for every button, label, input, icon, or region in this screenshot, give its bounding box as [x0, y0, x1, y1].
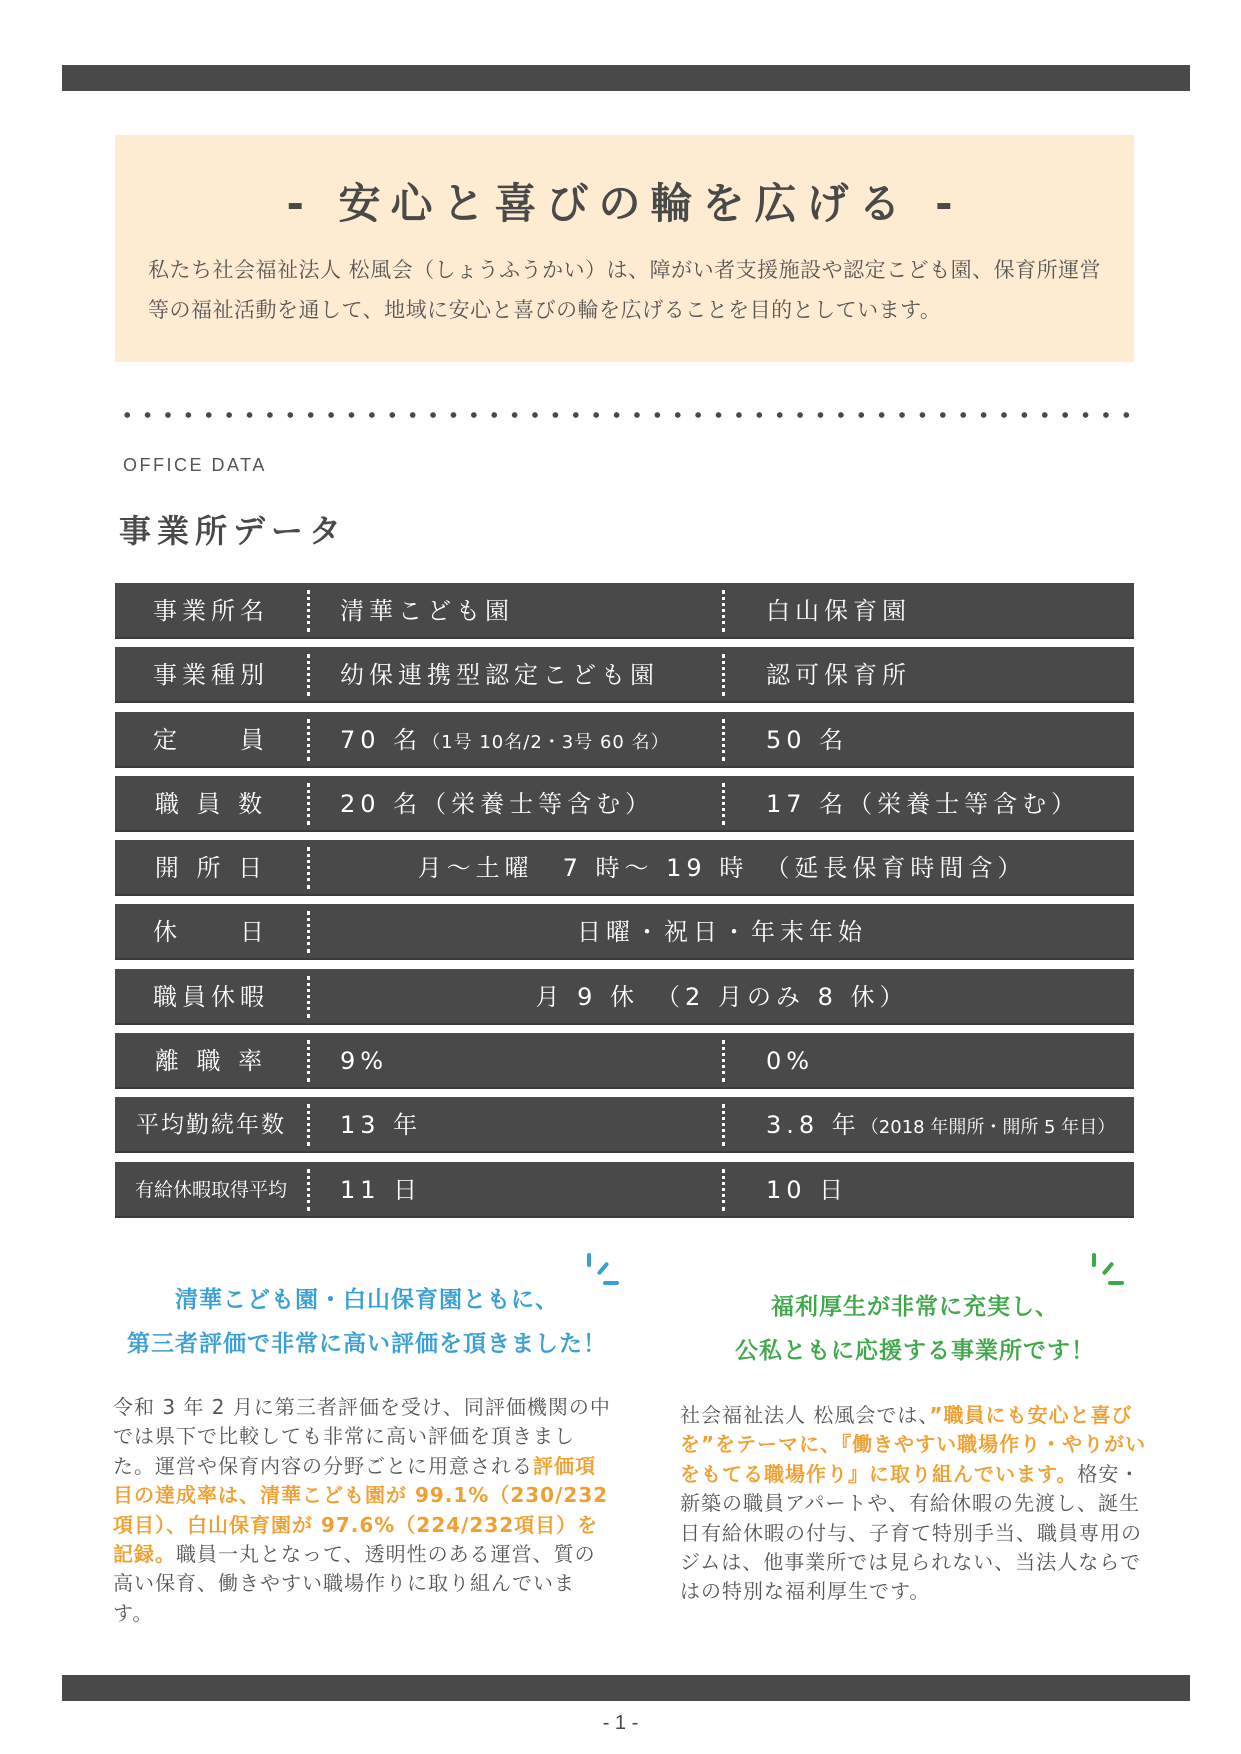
dotted-separator — [307, 1169, 310, 1211]
dotted-separator — [722, 654, 725, 696]
cell-hakusan: 10 日 — [766, 1175, 849, 1204]
row-label: 職 員 数 — [154, 789, 268, 818]
dotted-separator — [722, 1040, 725, 1082]
cell-seika: 20 名（栄養士等含む） — [340, 789, 655, 818]
cell-hakusan: 50 名 — [766, 725, 849, 754]
cell-shared: 日曜・祝日・年末年始 — [577, 918, 867, 947]
row-label: 離 職 率 — [154, 1047, 268, 1076]
cell-shared: 月～土曜 7 時～ 19 時 （延長保育時間含） — [417, 854, 1027, 883]
row-label: 平均勤続年数 — [136, 1112, 286, 1139]
dotted-separator — [307, 1040, 310, 1082]
dotted-separator — [307, 719, 310, 761]
dotted-separator — [307, 654, 310, 696]
intro-title: - 安心と喜びの輪を広げる - — [286, 179, 963, 228]
cell-main: 3.8 年 — [766, 1111, 861, 1140]
callout-line: 第三者評価で非常に高い評価を頂きました！ — [127, 1331, 607, 1357]
intro-text: 私たち社会福祉法人 松風会（しょうふうかい）は、障がい者支援施設や認定こども園、保育所運営等の福祉活動を通して、地域に安心と喜びの輪を広げることを目的としています。 — [148, 258, 1102, 322]
dotted-separator — [722, 590, 725, 632]
cell-note: （1号 10名/2・3号 60 名） — [422, 731, 670, 753]
callout-line: 清華こども園・白山保育園ともに、 — [175, 1287, 559, 1313]
table-row-staff-leave — [115, 969, 1134, 1025]
table-row-office-name — [115, 583, 1134, 639]
highlight-text: ”職員にも安心と喜びを”をテーマに、『働きやすい職場作り・やりがいをもてる職場作り』に取り組んでいます。 — [680, 1403, 1147, 1486]
cell-seika — [340, 712, 670, 771]
dotted-separator — [307, 1104, 310, 1146]
cell-seika: 11 日 — [340, 1175, 423, 1204]
table-row-turnover — [115, 1033, 1134, 1089]
cell-main: 70 名 — [340, 725, 423, 754]
cell-hakusan: 0% — [766, 1047, 815, 1076]
cell-hakusan: 17 名（栄養士等含む） — [766, 789, 1081, 818]
body-text: 職員一丸となって、透明性のある運営、質の高い保育、働きやすい職場作りに取り組んでいます。 — [113, 1542, 596, 1625]
body-text: 格安・新築の職員アパートや、有給休暇の先渡し、誕生日有給休暇の付与、子育て特別手当、職員専用のジムは、他事業所では見られない、当法人ならではの特別な福利厚生です。 — [680, 1461, 1142, 1604]
cell-note: （2018 年開所・開所 5 年目） — [860, 1117, 1116, 1139]
dotted-separator — [307, 783, 310, 825]
dotted-separator — [722, 783, 725, 825]
row-label: 開 所 日 — [154, 854, 268, 883]
table-row-avg-tenure — [115, 1097, 1134, 1153]
callout-line: 公私ともに応援する事業所です！ — [735, 1338, 1095, 1364]
row-label: 職員休暇 — [153, 982, 269, 1011]
dotted-separator — [722, 719, 725, 761]
body-text: 社会福祉法人 松風会では、 — [680, 1403, 930, 1427]
evaluation-paragraph — [113, 1393, 613, 1628]
dotted-separator — [307, 590, 310, 632]
callout-welfare — [680, 1285, 1150, 1373]
callout-evaluation — [112, 1278, 622, 1366]
row-label: 休 日 — [153, 918, 269, 947]
table-row-business-type — [115, 647, 1134, 703]
callout-line: 福利厚生が非常に充実し、 — [771, 1294, 1059, 1320]
intro-banner — [115, 135, 1134, 362]
body-text: 令和 3 年 2 月に第三者評価を受け、同評価機関の中では県下で比較しても非常に高い評価を頂きました。運営や保育内容の分野ごとに用意される — [113, 1395, 611, 1478]
table-row-capacity — [115, 712, 1134, 768]
cell-seika: 清華こども園 — [340, 597, 514, 625]
cell-seika: 13 年 — [340, 1111, 423, 1140]
row-label: 有給休暇取得平均 — [134, 1178, 287, 1201]
cell-seika: 9% — [340, 1047, 389, 1076]
table-row-staff-count — [115, 776, 1134, 832]
section-eyebrow: OFFICE DATA — [123, 455, 267, 475]
bottom-decorative-bar — [62, 1675, 1190, 1701]
welfare-paragraph — [680, 1401, 1150, 1607]
cell-hakusan — [766, 1097, 1115, 1156]
office-data-table — [115, 583, 1134, 1226]
cell-shared: 月 9 休 （2 月のみ 8 休） — [535, 982, 909, 1011]
cell-seika: 幼保連携型認定こども園 — [340, 661, 659, 690]
table-row-paid-leave — [115, 1162, 1134, 1218]
cell-hakusan: 認可保育所 — [766, 661, 911, 690]
dotted-separator — [722, 1169, 725, 1211]
dotted-divider — [117, 410, 1137, 420]
table-row-holidays — [115, 904, 1134, 960]
row-label: 定 員 — [153, 725, 269, 754]
row-label: 事業種別 — [153, 661, 269, 690]
section-title: 事業所データ — [119, 512, 348, 550]
table-row-opening-days — [115, 840, 1134, 896]
page-number: - 1 - — [602, 1712, 639, 1734]
cell-hakusan: 白山保育園 — [766, 597, 911, 625]
row-label: 事業所名 — [153, 597, 269, 625]
highlight-text: 評価項目の達成率は、清華こども園が 99.1%（230/232 項目）、白山保育園が 97.6%（224/232項目）を記録。 — [113, 1453, 609, 1567]
dotted-separator — [722, 1104, 725, 1146]
top-decorative-bar — [62, 65, 1190, 91]
